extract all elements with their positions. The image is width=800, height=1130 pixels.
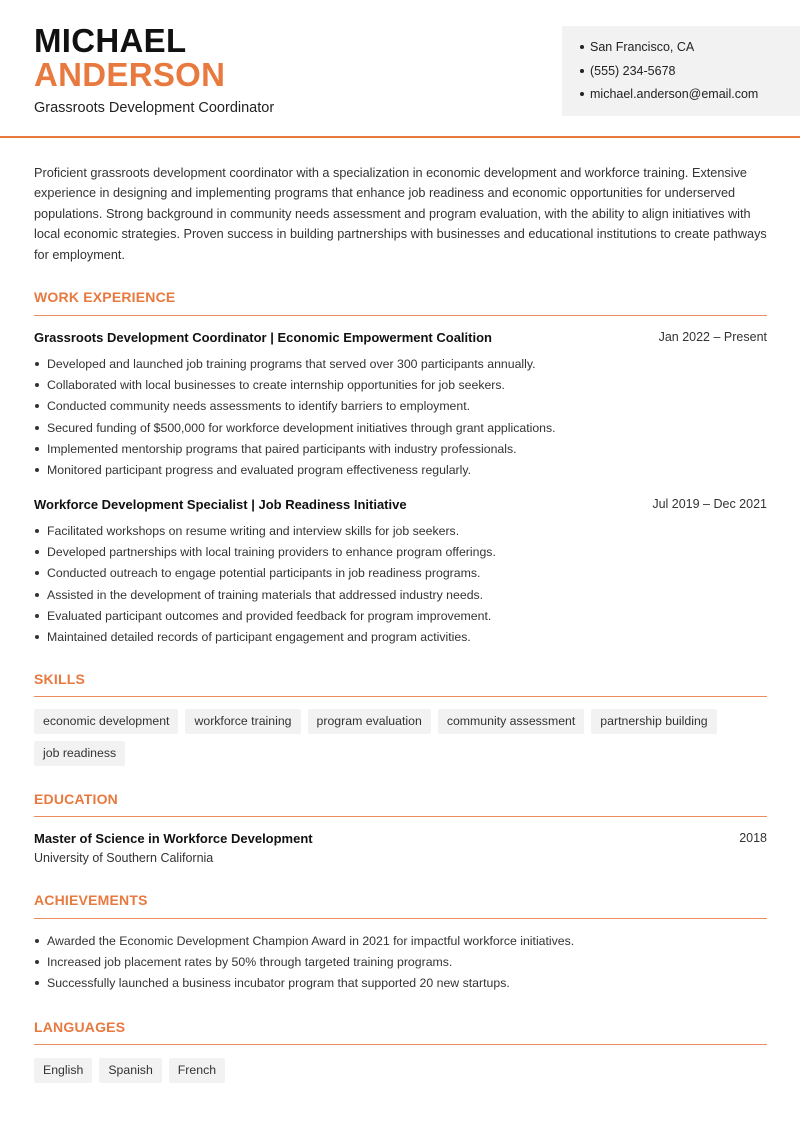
list-item: Maintained detailed records of participant engagement and program activities. <box>34 628 767 649</box>
job-dates: Jan 2022 – Present <box>658 330 767 344</box>
contact-location: San Francisco, CA <box>580 38 800 62</box>
list-item: Implemented mentorship programs that paired participants with industry professionals. <box>34 440 767 461</box>
skill-tag: partnership building <box>591 709 716 734</box>
job-dates: Jul 2019 – Dec 2021 <box>652 497 767 511</box>
list-item: Successfully launched a business incubator program that supported 20 new startups. <box>34 974 767 995</box>
degree-name: Master of Science in Workforce Development <box>34 831 313 846</box>
resume-header <box>0 0 800 138</box>
job-bullets <box>34 522 767 649</box>
contact-box <box>562 26 800 116</box>
languages-list <box>34 1058 767 1083</box>
list-item: Awarded the Economic Development Champion Award in 2021 for impactful workforce initiatives. <box>34 932 767 953</box>
skill-tag: workforce training <box>185 709 300 734</box>
job-header <box>34 330 767 345</box>
job-title: Grassroots Development Coordinator <box>34 100 275 116</box>
contact-phone: (555) 234-5678 <box>580 62 800 86</box>
skill-tag: economic development <box>34 709 178 734</box>
education-degree <box>34 831 767 846</box>
list-item: Secured funding of $500,000 for workforce development initiatives through grant applications. <box>34 419 767 440</box>
section-title-skills: SKILLS <box>34 671 85 687</box>
section-title-achievements: ACHIEVEMENTS <box>34 892 148 908</box>
section-divider <box>34 918 767 919</box>
section-divider <box>34 816 767 817</box>
achievements-list <box>34 932 767 996</box>
section-title-languages: LANGUAGES <box>34 1019 126 1035</box>
summary: Proficient grassroots development coordinator with a specialization in economic development and workforce training. Extensive experience in designing and implementing programs that enhance job readiness and economic opportunities for underserved populations. Strong background in community needs assessment and program evaluation, with the ability to align initiatives with local economic strategies. Proven success in building partnerships with businesses and educational institutions to create pathways for employment. <box>34 166 767 262</box>
education-year: 2018 <box>739 831 767 845</box>
skills-list <box>34 709 767 766</box>
list-item: Conducted outreach to engage potential participants in job readiness programs. <box>34 564 767 585</box>
education-school: University of Southern California <box>34 851 214 865</box>
section-title-experience: WORK EXPERIENCE <box>34 289 176 305</box>
language-tag: English <box>34 1058 92 1083</box>
section-divider <box>34 1044 767 1045</box>
list-item: Developed and launched job training programs that served over 300 participants annually. <box>34 355 767 376</box>
job-bullets <box>34 355 767 482</box>
list-item: Collaborated with local businesses to create internship opportunities for job seekers. <box>34 376 767 397</box>
job-role: Grassroots Development Coordinator | Economic Empowerment Coalition <box>34 330 492 345</box>
skill-tag: community assessment <box>438 709 584 734</box>
list-item: Monitored participant progress and evaluated program effectiveness regularly. <box>34 461 767 482</box>
first-name: MICHAEL <box>34 22 187 59</box>
language-tag: Spanish <box>99 1058 161 1083</box>
list-item: Conducted community needs assessments to identify barriers to employment. <box>34 397 767 418</box>
skill-tag: program evaluation <box>308 709 431 734</box>
section-title-education: EDUCATION <box>34 791 118 807</box>
skill-tag: job readiness <box>34 741 125 766</box>
contact-email: michael.anderson@email.com <box>580 85 800 109</box>
list-item: Developed partnerships with local training providers to enhance program offerings. <box>34 543 767 564</box>
section-divider <box>34 315 767 316</box>
language-tag: French <box>169 1058 225 1083</box>
list-item: Assisted in the development of training materials that addressed industry needs. <box>34 586 767 607</box>
list-item: Evaluated participant outcomes and provided feedback for program improvement. <box>34 607 767 628</box>
section-divider <box>34 696 767 697</box>
list-item: Increased job placement rates by 50% through targeted training programs. <box>34 953 767 974</box>
last-name: ANDERSON <box>34 56 226 93</box>
job-header <box>34 497 767 512</box>
list-item: Facilitated workshops on resume writing and interview skills for job seekers. <box>34 522 767 543</box>
job-role: Workforce Development Specialist | Job Readiness Initiative <box>34 497 407 512</box>
